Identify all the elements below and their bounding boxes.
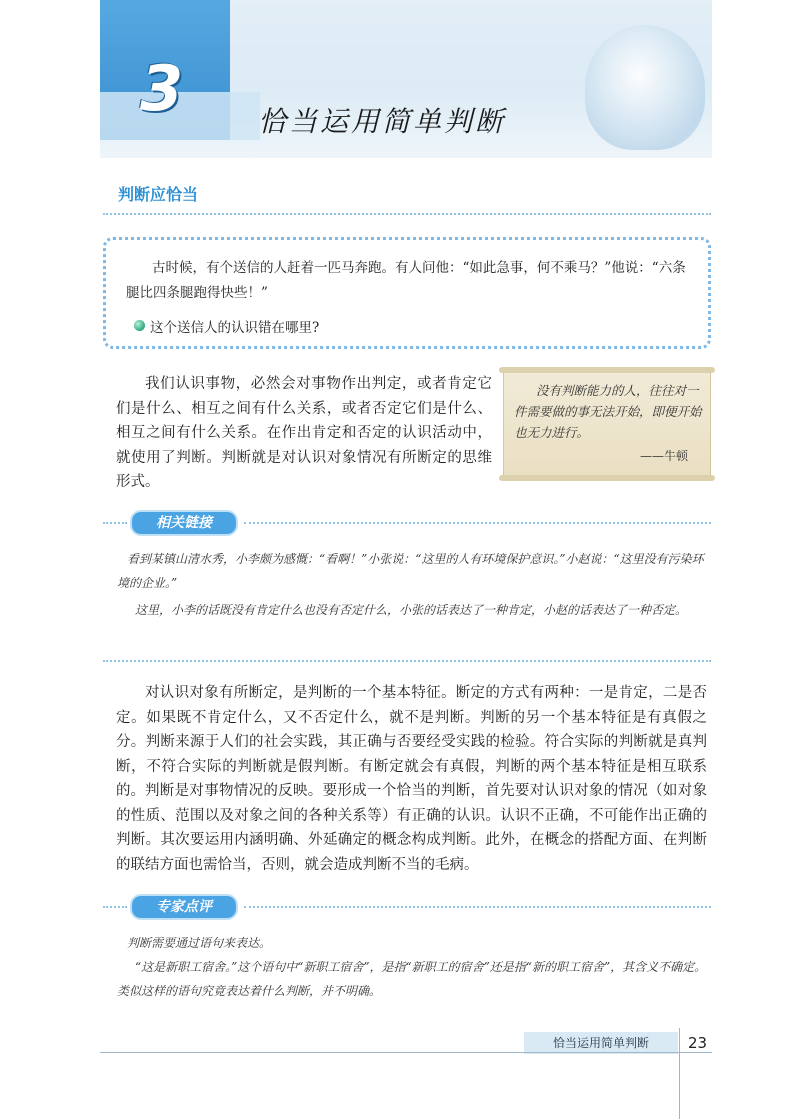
related-link-divider-right	[244, 522, 711, 524]
quote-author: ——牛顿	[640, 449, 689, 463]
expert-comment-para-1: 判断需要通过语句来表达。	[127, 936, 272, 950]
expert-comment-divider-left	[103, 906, 127, 908]
question-bullet-icon	[134, 320, 145, 331]
section-heading: 判断应恰当	[118, 185, 199, 204]
chapter-number: 3	[140, 52, 184, 125]
portrait-illustration	[585, 25, 705, 150]
section-divider	[103, 213, 711, 215]
expert-comment-para-2: “这是新职工宿舍。”这个语句中“新职工宿舍”，是指“新职工的宿舍”还是指“新的职工宿舍”，其含义不确定。类似这样的语句究竟表达着什么判断，并不明确。	[117, 960, 707, 998]
case-story: 古时候，有个送信的人赶着一匹马奔跑。有人问他：“如此急事，何不乘马？”他说：“六条腿比四条腿跑得快些！”	[126, 260, 686, 301]
expert-comment-divider-right	[244, 906, 711, 908]
case-question: 这个送信人的认识错在哪里?	[150, 320, 320, 336]
body-paragraph-1: 我们认识事物，必然会对事物作出判定，或者肯定它们是什么、相互之间有什么关系，或者否定它们是什么、相互之间有什么关系。在作出肯定和否定的认识活动中，就使用了判断。判断就是对认识对象情况有所断定的思维形式。	[116, 376, 492, 490]
footer-rule	[100, 1052, 712, 1053]
related-link-divider-left	[103, 522, 127, 524]
expert-comment-tag: 专家点评	[130, 894, 238, 920]
page-number: 23	[688, 1034, 708, 1052]
related-link-para-1: 看到某镇山清水秀，小李颇为感慨：“看啊！”小张说：“这里的人有环境保护意识。”小赵说：“这里没有污染环境的企业。”	[117, 552, 704, 590]
chapter-title: 恰当运用简单判断	[258, 105, 507, 138]
body-paragraph-3: 判断是对事物情况的反映。要形成一个恰当的判断，首先要对认识对象的情况（如对象的性质、范围以及对象之间的各种关系等）有正确的认识。认识不正确，不可能作出正确的判断。其次要运用内涵明确、外延确定的概念构成判断。此外，在概念的搭配方面、在判断的联结方面也需恰当，否则，就会造成判断不当的毛病。	[116, 783, 707, 873]
quote-text: 没有判断能力的人，往往对一件需要做的事无法开始，即便开始也无力进行。	[514, 383, 702, 440]
running-title: 恰当运用简单判断	[524, 1032, 678, 1054]
related-link-tag: 相关链接	[130, 510, 238, 536]
related-link-end-divider	[103, 660, 711, 662]
body-paragraph-2: 对认识对象有所断定，是判断的一个基本特征。断定的方式有两种：一是肯定，二是否定。如果既不肯定什么，又不否定什么，就不是判断。判断的另一个基本特征是有真假之分。判断来源于人们的社会实践，其正确与否要经受实践的检验。符合实际的判断就是真判断，不符合实际的判断就是假判断。有断定就会有真假，判断的两个基本特征是相互联系的。	[116, 685, 707, 799]
related-link-para-2: 这里，小李的话既没有肯定什么也没有否定什么，小张的话表达了一种肯定，小赵的话表达了一种否定。	[135, 603, 688, 617]
footer-margin-rule	[679, 1028, 680, 1119]
